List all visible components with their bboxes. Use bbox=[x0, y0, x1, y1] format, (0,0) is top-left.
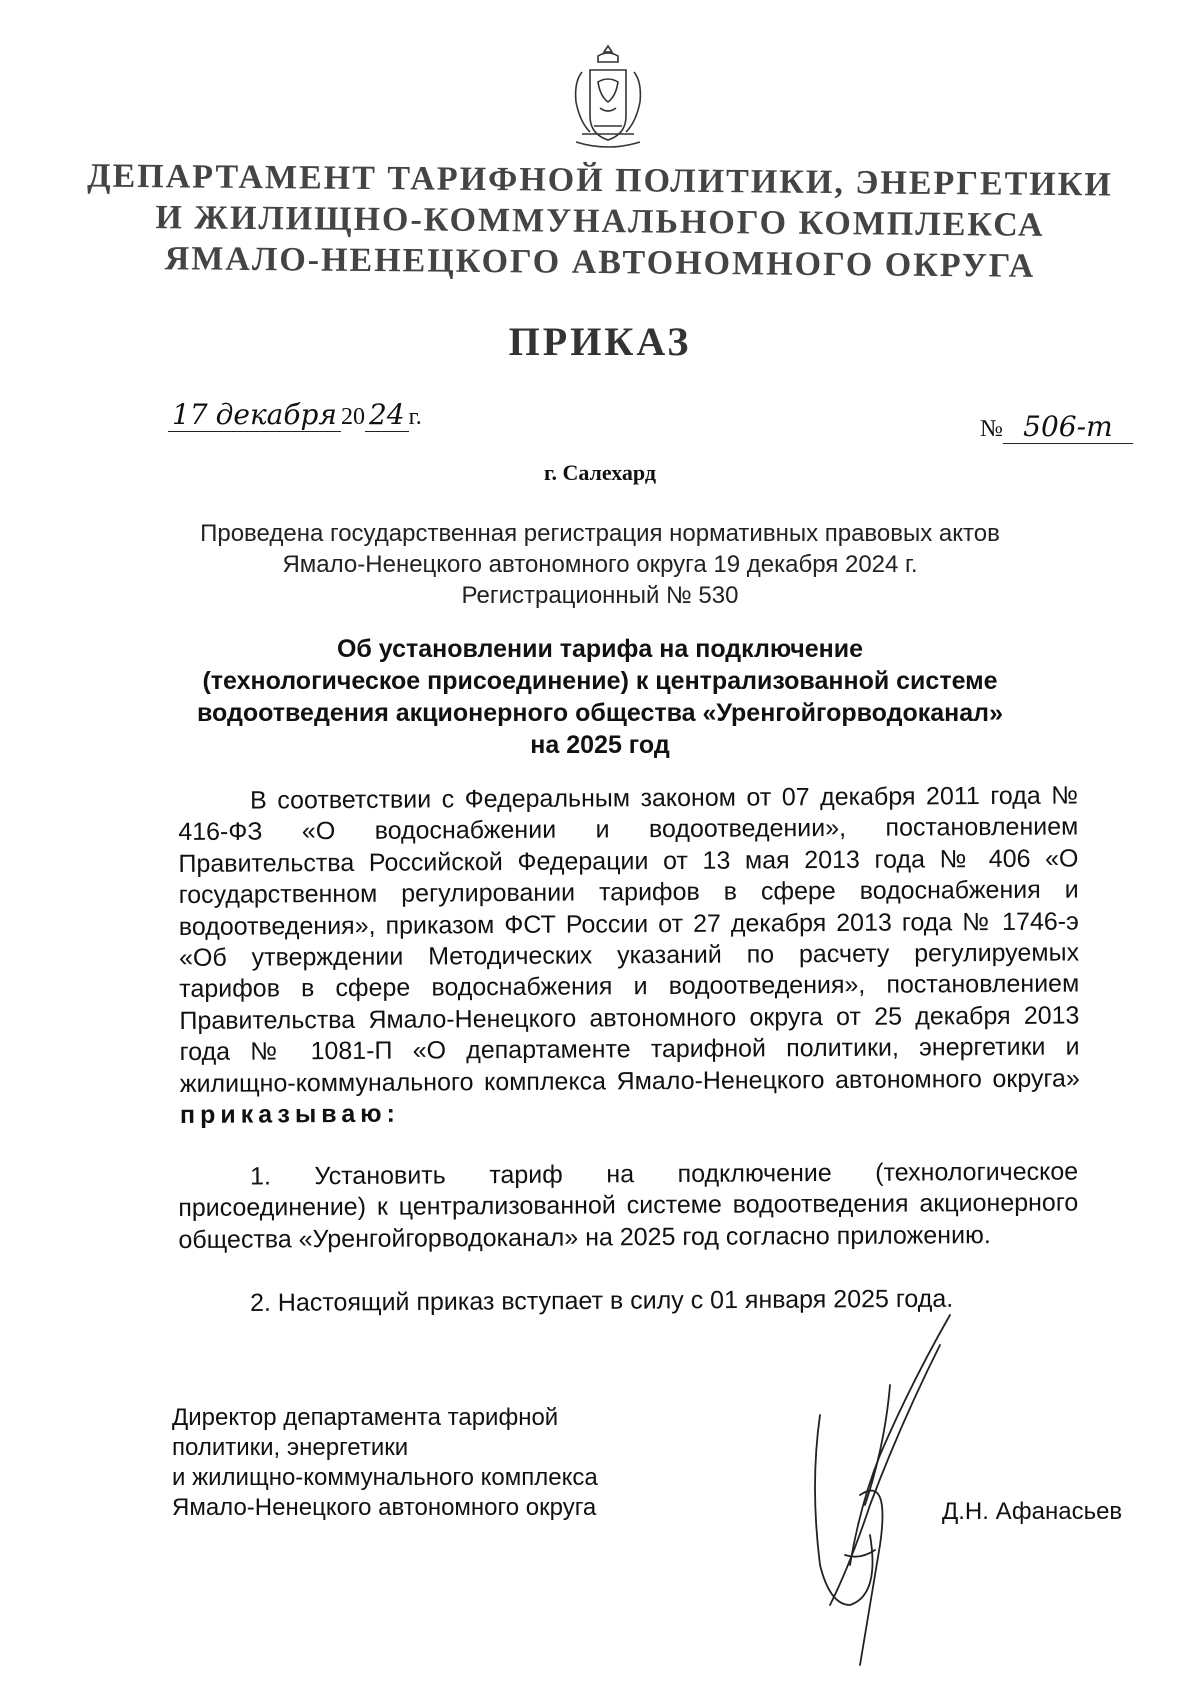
date-year-prefix: 20 bbox=[340, 404, 365, 430]
department-name-line-2: И ЖИЛИЩНО-КОММУНАЛЬНОГО КОМПЛЕКСА bbox=[155, 199, 1045, 244]
date-day: 17 bbox=[168, 398, 212, 432]
document-type-heading: ПРИКАЗ bbox=[508, 319, 692, 364]
date-year-suffix: 24 bbox=[365, 398, 409, 432]
signer-position-line-3: и жилищно-коммунального комплекса bbox=[172, 1464, 598, 1491]
order-item-2: 2. Настоящий приказ вступает в силу с 01 января 2025 года. bbox=[250, 1284, 954, 1317]
preamble-text: В соответствии с Федеральным законом от 07 декабря 2011 года № 416-ФЗ «О водоснабжении и водоотведении», постановлением Правительства Российской Федерации от 13 мая 2013 года № 406 «О государственном регулировании тарифов в сфере водоснабжения и водоотведения», приказом ФСТ России от 27 декабря 2013 года № 1746-э «Об утверждении Методических указаний по расчету регулируемых тарифов в сфере водоснабжения и водоотведения», постановлением Правительства Ямало-Ненецкого автономного округа от 25 декабря 2013 года № 1081-П «О департаменте тарифной политики, энергетики и жилищно-коммунального комплекса Ямало-Ненецкого автономного округа» bbox=[178, 781, 1080, 1098]
handwritten-signature-icon bbox=[790, 1305, 990, 1685]
document-title-line-4: на 2025 год bbox=[530, 731, 670, 759]
signer-position-line-4: Ямало-Ненецкого автономного округа bbox=[172, 1494, 597, 1521]
signer-position-line-1: Директор департамента тарифной bbox=[172, 1404, 559, 1431]
coat-of-arms-icon bbox=[562, 42, 654, 154]
city: г. Салехард bbox=[543, 460, 657, 485]
document-title-line-3: водоотведения акционерного общества «Уренгойгорводоканал» bbox=[197, 699, 1003, 727]
registration-line-3: Регистрационный № 530 bbox=[461, 582, 739, 609]
document-title-line-1: Об установлении тарифа на подключение bbox=[336, 635, 864, 663]
preamble-paragraph bbox=[178, 781, 1080, 1132]
signer-name: Д.Н. Афанасьев bbox=[942, 1498, 1123, 1525]
registration-line-2: Ямало-Ненецкого автономного округа 19 декабря 2024 г. bbox=[282, 551, 918, 578]
document-title-line-2: (технологическое присоединение) к централизованной системе bbox=[202, 667, 998, 695]
number-label: № bbox=[980, 416, 1003, 442]
order-date bbox=[168, 398, 422, 432]
registration-line-1: Проведена государственная регистрация нормативных правовых актов bbox=[200, 520, 1000, 547]
date-month: декабря bbox=[212, 398, 341, 432]
department-name-line-1: ДЕПАРТАМЕНТ ТАРИФНОЙ ПОЛИТИКИ, ЭНЕРГЕТИКИ bbox=[87, 157, 1113, 204]
signer-position-line-2: политики, энергетики bbox=[172, 1434, 409, 1461]
order-number bbox=[980, 410, 1133, 444]
number-value: 506-т bbox=[1003, 410, 1133, 444]
department-name-line-3: ЯМАЛО-НЕНЕЦКОГО АВТОНОМНОГО ОКРУГА bbox=[164, 240, 1036, 285]
order-item-1: 1. Установить тариф на подключение (технологическое присоединение) к централизованной системе водоотведения акционерного общества «Уренгойгорводоканал» на 2025 год согласно приложению. bbox=[178, 1157, 1079, 1254]
date-year-unit: г. bbox=[408, 404, 422, 430]
order-keyword: приказываю: bbox=[179, 1099, 400, 1130]
